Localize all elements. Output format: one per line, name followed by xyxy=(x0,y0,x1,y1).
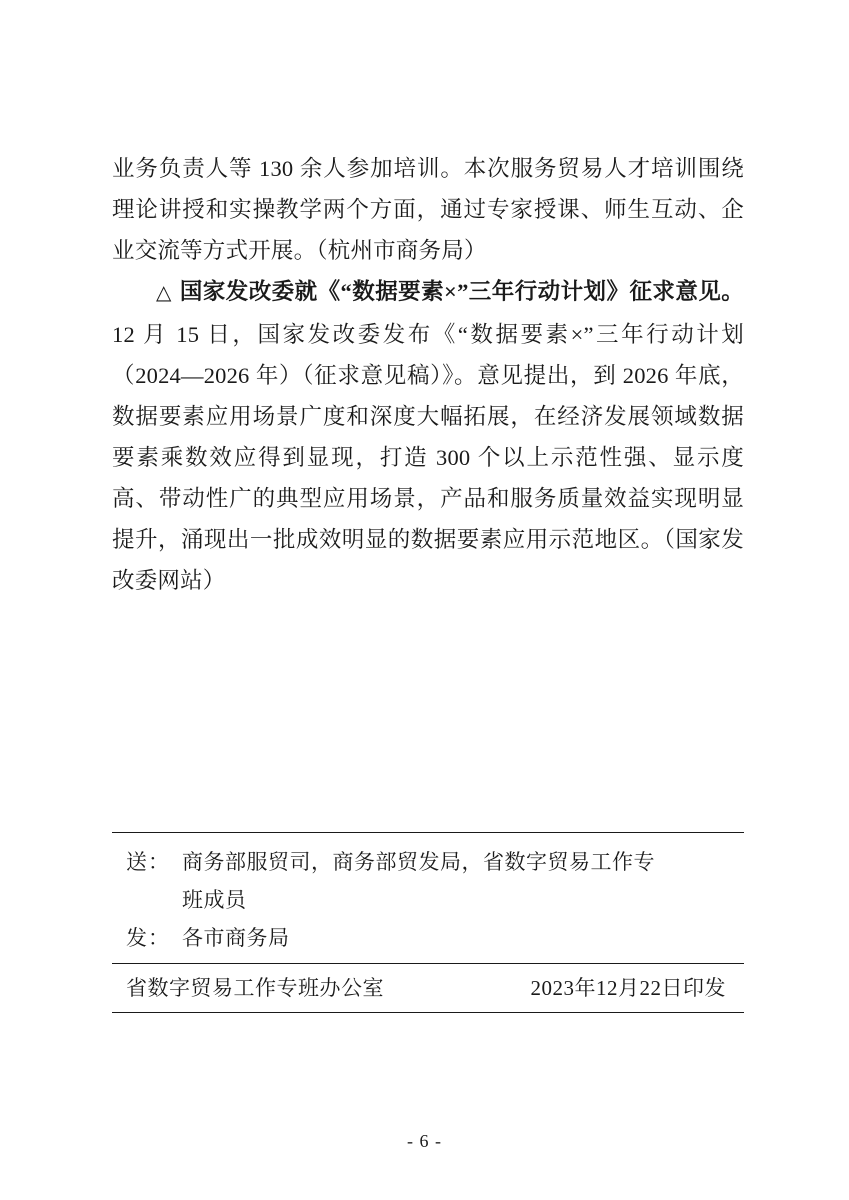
issue-label: 发： xyxy=(126,926,170,950)
issuing-office: 省数字贸易工作专班办公室 xyxy=(126,976,384,1000)
paragraph-2-text: 12 月 15 日，国家发改委发布《“数据要素×”三年行动计划（2024—2026 年）（征求意见稿）》。意见提出，到 2026 年底，数据要素应用场景广度和深度大幅拓展，在经济发展领域数据要素乘数效应得到显现，打造 300 个以上示范性强、显示度高、带动性广的典型应用场景，产品和服务质量效益实现明显提升，涌现出一批成效明显的数据要素应用示范地区。（国家发改委网站） xyxy=(112,322,744,593)
paragraph-2 xyxy=(112,271,744,601)
page-number: - 6 - xyxy=(407,1131,442,1151)
send-value: 商务部服贸司，商务部贸发局，省数字贸易工作专 xyxy=(182,850,655,874)
issue-value: 各市商务局 xyxy=(182,926,290,950)
divider-bottom xyxy=(112,1012,744,1013)
distribution-rows xyxy=(112,833,744,963)
distribution-row-send xyxy=(112,843,744,881)
document-body xyxy=(112,148,744,601)
footer-row xyxy=(112,964,744,1012)
distribution-row-issue xyxy=(112,919,744,957)
paragraph-2-heading: 国家发改委就《“数据要素×”三年行动计划》征求意见。 xyxy=(179,279,744,304)
paragraph-1: 业务负责人等 130 余人参加培训。本次服务贸易人才培训围绕理论讲授和实操教学两个方面，通过专家授课、师生互动、企业交流等方式开展。（杭州市商务局） xyxy=(112,156,744,263)
distribution-block xyxy=(112,832,744,1013)
print-date: 2023年12月22日印发 xyxy=(530,976,726,1000)
send-label: 送： xyxy=(126,850,170,874)
send-value-continued: 班成员 xyxy=(182,888,247,912)
triangle-marker-icon: △ xyxy=(156,282,172,304)
